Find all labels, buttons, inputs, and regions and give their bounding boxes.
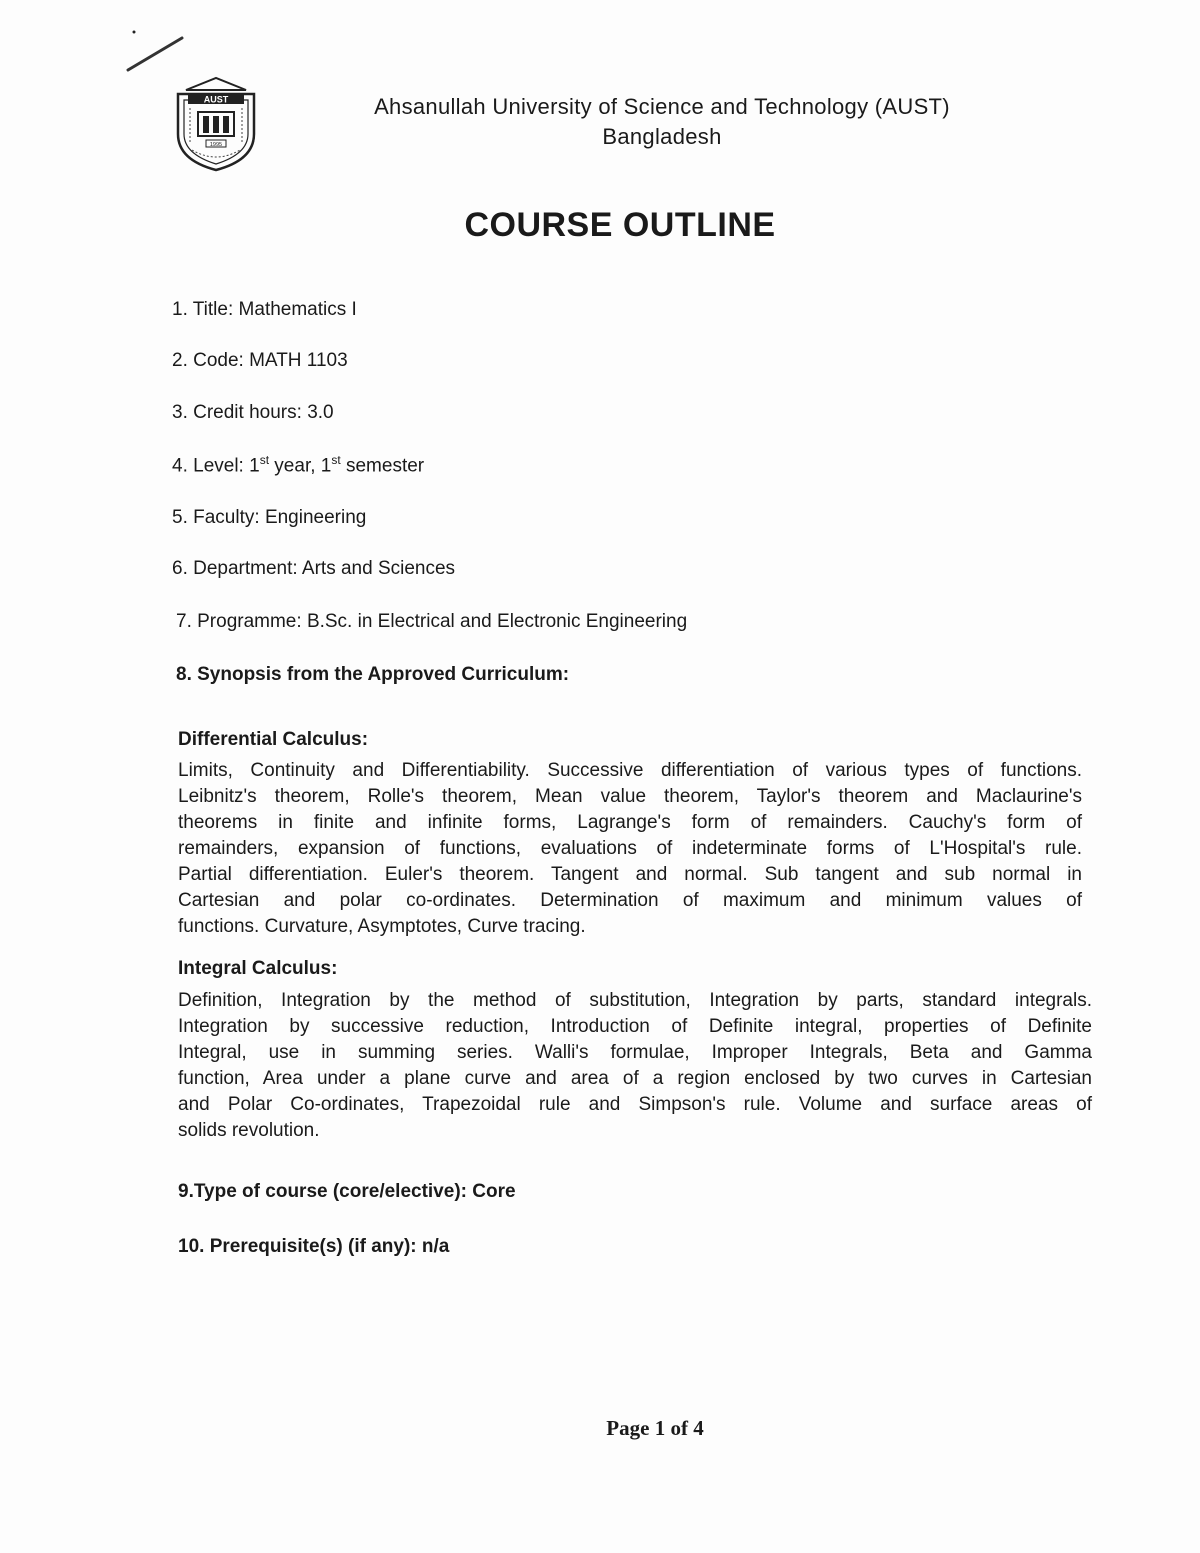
integral-calculus-text (178, 988, 1092, 1144)
integral-line: function, Area under a plane curve and area of a region enclosed by two curves in Cartesian (178, 1068, 1092, 1089)
item-programme: 7. Programme: B.Sc. in Electrical and Electronic Engineering (176, 611, 688, 632)
logo-text: AUST (203, 94, 229, 105)
integral-line: Integration by successive reduction, Introduction of Definite integral, properties of Definite (178, 1016, 1092, 1037)
pen-stroke-mark (122, 28, 192, 78)
integral-line: and Polar Co-ordinates, Trapezoidal rule and Simpson's rule. Volume and surface areas of (178, 1094, 1092, 1115)
item-department: 6. Department: Arts and Sciences (172, 558, 456, 579)
level-year-number: 1 (249, 455, 260, 477)
differential-line: Leibnitz's theorem, Rolle's theorem, Mean value theorem, Taylor's theorem and Maclaurine's (178, 786, 1082, 807)
item-department-label: 6. Department (172, 558, 293, 579)
item-level-label: 4. Level (172, 455, 239, 477)
differential-line: functions. Curvature, Asymptotes, Curve tracing. (178, 916, 586, 937)
integral-line: Integral, use in summing series. Walli's formulae, Improper Integrals, Beta and Gamma (178, 1042, 1092, 1063)
level-semester-number: 1 (320, 455, 332, 477)
item-title-label: 1. Title (172, 299, 228, 320)
integral-line: solids revolution. (178, 1120, 320, 1141)
item-faculty-label: 5. Faculty (172, 507, 255, 528)
level-semester-suffix: st (331, 453, 341, 467)
item-title: 1. Title: Mathematics I (172, 299, 357, 320)
aust-logo-icon (170, 72, 262, 172)
item-faculty-value: Engineering (264, 507, 367, 528)
differential-line: Cartesian and polar co-ordinates. Determination of maximum and minimum values of (178, 890, 1082, 911)
university-name: Ahsanullah University of Science and Technology (AUST) (374, 94, 950, 119)
level-year-suffix: st (259, 453, 270, 467)
university-country: Bangladesh (602, 124, 722, 149)
integral-line: Definition, Integration by the method of substitution, Integration by parts, standard integrals. (178, 990, 1092, 1011)
document-title: COURSE OUTLINE (464, 206, 776, 244)
item-programme-label: 7. Programme (176, 611, 297, 632)
level-year-text: year, (269, 455, 321, 477)
level-semester-text: semester (340, 455, 425, 477)
differential-line: Partial differentiation. Euler's theorem. Tangent and normal. Sub tangent and sub normal in (178, 864, 1082, 885)
item-prerequisite: 10. Prerequisite(s) (if any): n/a (178, 1236, 450, 1257)
item-code-value: MATH 1103 (249, 350, 348, 371)
integral-calculus-heading: Integral Calculus: (178, 958, 338, 979)
item-department-value: Arts and Sciences (301, 558, 456, 579)
differential-line: Limits, Continuity and Differentiability. Successive differentiation of various types of functions. (178, 760, 1082, 781)
item-credit-hours: 3. Credit hours: 3.0 (172, 402, 334, 423)
university-header (290, 92, 1034, 152)
item-credit-value: 3.0 (307, 402, 334, 423)
logo-year: 1995 (209, 142, 223, 148)
page-number: Page 1 of 4 (606, 1416, 704, 1440)
differential-calculus-heading: Differential Calculus: (178, 729, 369, 750)
item-title-value: Mathematics I (238, 299, 357, 320)
item-code: 2. Code: MATH 1103 (172, 350, 348, 371)
item-credit-label: 3. Credit hours (172, 402, 297, 423)
item-faculty: 5. Faculty: Engineering (172, 507, 367, 528)
differential-line: theorems in finite and infinite forms, Lagrange's form of remainders. Cauchy's form of (178, 812, 1082, 833)
item-type-of-course: 9.Type of course (core/elective): Core (178, 1181, 516, 1202)
differential-line: remainders, expansion of functions, evaluations of indeterminate forms of L'Hospital's rule. (178, 838, 1082, 859)
item-level: 4. Level: 1st year, 1st semester (172, 453, 425, 477)
item-synopsis-heading: 8. Synopsis from the Approved Curriculum: (176, 664, 570, 685)
item-code-label: 2. Code (172, 350, 239, 371)
item-programme-value: B.Sc. in Electrical and Electronic Engineering (306, 611, 688, 632)
differential-calculus-text (178, 758, 1082, 940)
